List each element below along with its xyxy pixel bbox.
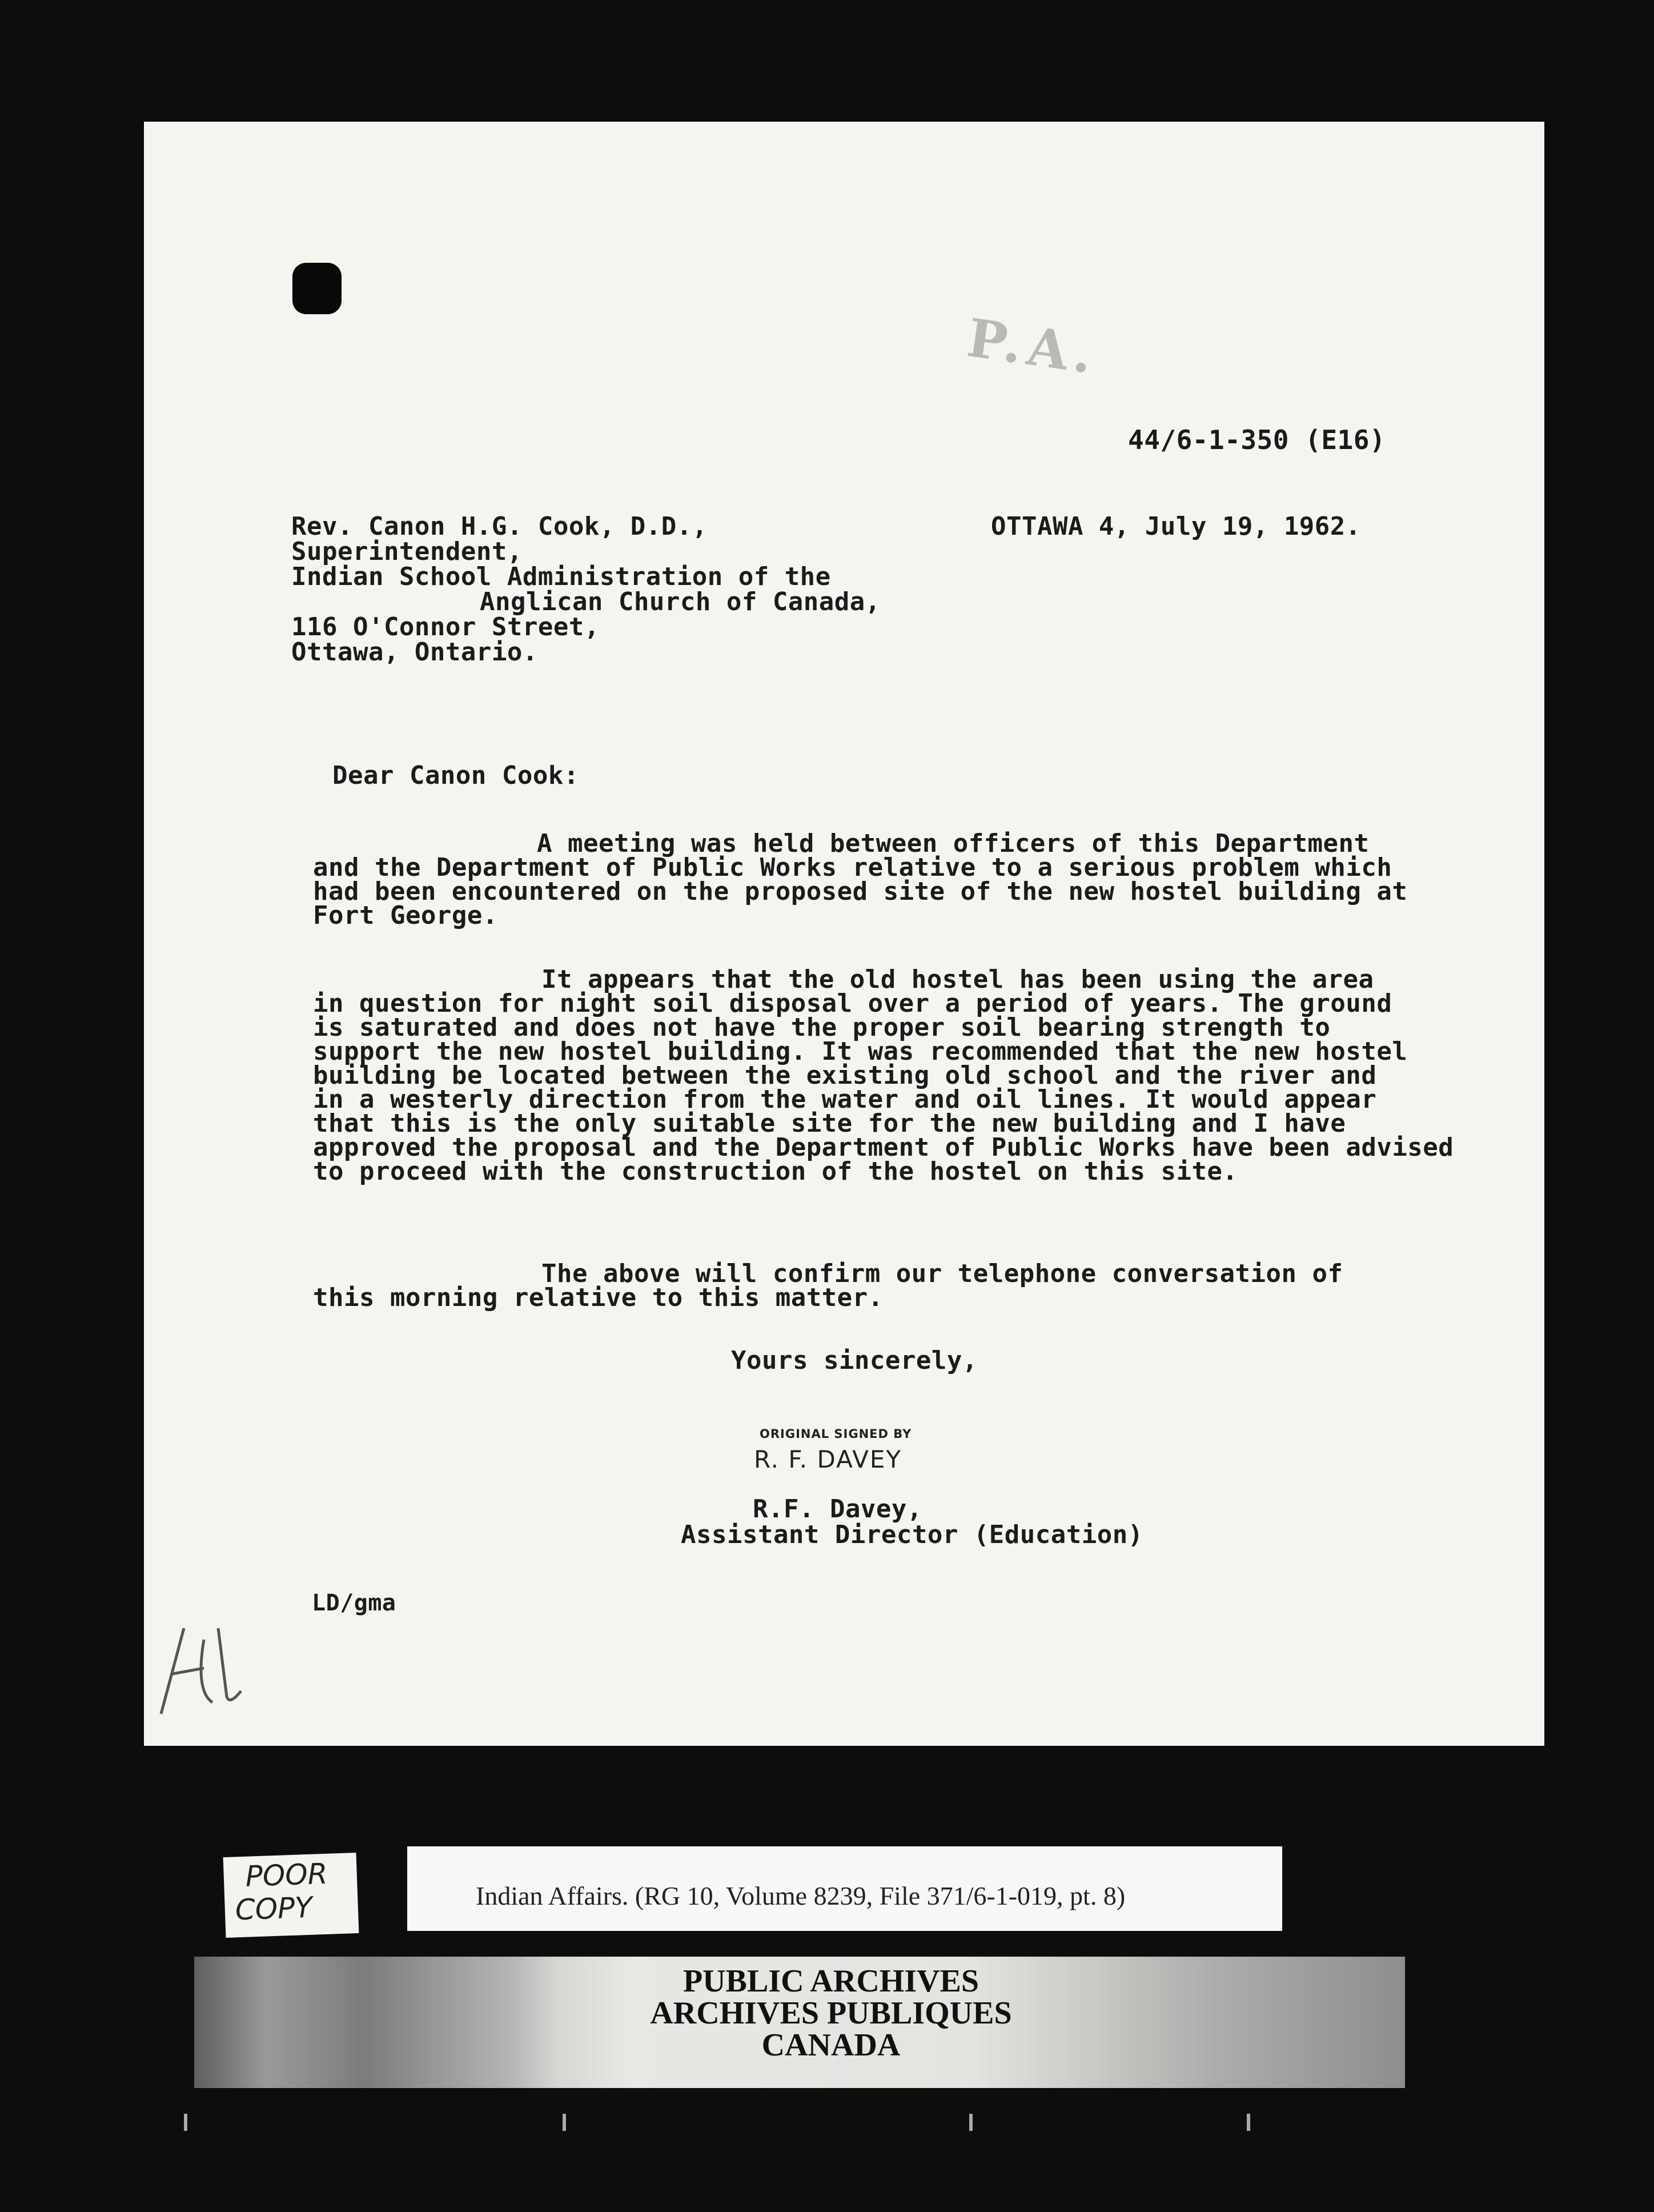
archive-reference: Indian Affairs. (RG 10, Volume 8239, File 371/6-1-019, pt. 8) bbox=[476, 1881, 1126, 1910]
signer-name: R.F. Davey, bbox=[753, 1494, 922, 1524]
address-line: Superintendent, bbox=[291, 537, 523, 566]
paragraph-line: had been encountered on the proposed site of the new hostel building at bbox=[313, 877, 1408, 906]
paragraph-line: support the new hostel building. It was recommended that the new hostel bbox=[313, 1037, 1408, 1066]
film-tick bbox=[969, 2114, 973, 2131]
archives-name bbox=[611, 1965, 1051, 2061]
poor-copy-line: COPY bbox=[234, 1890, 313, 1927]
signed-stamp-label: ORIGINAL SIGNED BY bbox=[760, 1427, 912, 1441]
file-reference: 44/6-1-350 (E16) bbox=[1128, 424, 1386, 455]
address-line: 116 O'Connor Street, bbox=[291, 612, 600, 642]
film-tick bbox=[563, 2114, 566, 2131]
paragraph-line: A meeting was held between officers of this Department bbox=[537, 829, 1370, 858]
paragraph-line: and the Department of Public Works relative to a serious problem which bbox=[313, 853, 1392, 882]
paragraph-line: is saturated and does not have the proper soil bearing strength to bbox=[313, 1013, 1331, 1042]
paragraph-line: approved the proposal and the Department of Public Works have been advised bbox=[313, 1133, 1454, 1162]
signed-stamp-name: R. F. DAVEY bbox=[754, 1445, 902, 1473]
address-line: Rev. Canon H.G. Cook, D.D., bbox=[291, 512, 708, 541]
salutation: Dear Canon Cook: bbox=[332, 761, 579, 790]
archives-line: PUBLIC ARCHIVES bbox=[683, 1963, 979, 1999]
paragraph-line: this morning relative to this matter. bbox=[313, 1283, 884, 1312]
paragraph-line: that this is the only suitable site for the new building and I have bbox=[313, 1109, 1346, 1138]
address-line: Indian School Administration of the bbox=[291, 562, 831, 591]
punch-hole bbox=[292, 263, 342, 314]
paragraph-line: in question for night soil disposal over a period of years. The ground bbox=[313, 989, 1392, 1018]
handwritten-initials-icon bbox=[150, 1605, 252, 1720]
closing: Yours sincerely, bbox=[731, 1346, 978, 1375]
letter-date: OTTAWA 4, July 19, 1962. bbox=[991, 512, 1361, 541]
paragraph-line: The above will confirm our telephone conversation of bbox=[541, 1259, 1343, 1288]
film-tick bbox=[184, 2114, 187, 2131]
address-line: Anglican Church of Canada, bbox=[480, 587, 881, 616]
paragraph-3 bbox=[313, 1259, 1398, 1312]
typist-initials: LD/gma bbox=[312, 1590, 396, 1616]
archives-line: ARCHIVES PUBLIQUES bbox=[650, 1995, 1012, 2031]
paragraph-2 bbox=[313, 965, 1454, 1186]
paragraph-line: to proceed with the construction of the hostel on this site. bbox=[313, 1157, 1238, 1186]
received-stamp: P.A. bbox=[964, 307, 1102, 386]
reference-label bbox=[407, 1846, 1282, 1931]
recipient-address bbox=[291, 514, 881, 665]
address-line: Ottawa, Ontario. bbox=[291, 638, 538, 667]
signer-title: Assistant Director (Education) bbox=[681, 1520, 1143, 1549]
poor-copy-label bbox=[223, 1853, 359, 1938]
paragraph-line: in a westerly direction from the water and oil lines. It would appear bbox=[313, 1085, 1377, 1114]
film-tick bbox=[1247, 2114, 1250, 2131]
paragraph-line: building be located between the existing old school and the river and bbox=[313, 1061, 1377, 1090]
paragraph-1 bbox=[313, 829, 1408, 930]
paragraph-line: It appears that the old hostel has been using the area bbox=[541, 965, 1374, 994]
archives-line: CANADA bbox=[761, 2027, 901, 2063]
paragraph-line: Fort George. bbox=[313, 901, 498, 930]
poor-copy-line: POOR bbox=[244, 1857, 328, 1893]
